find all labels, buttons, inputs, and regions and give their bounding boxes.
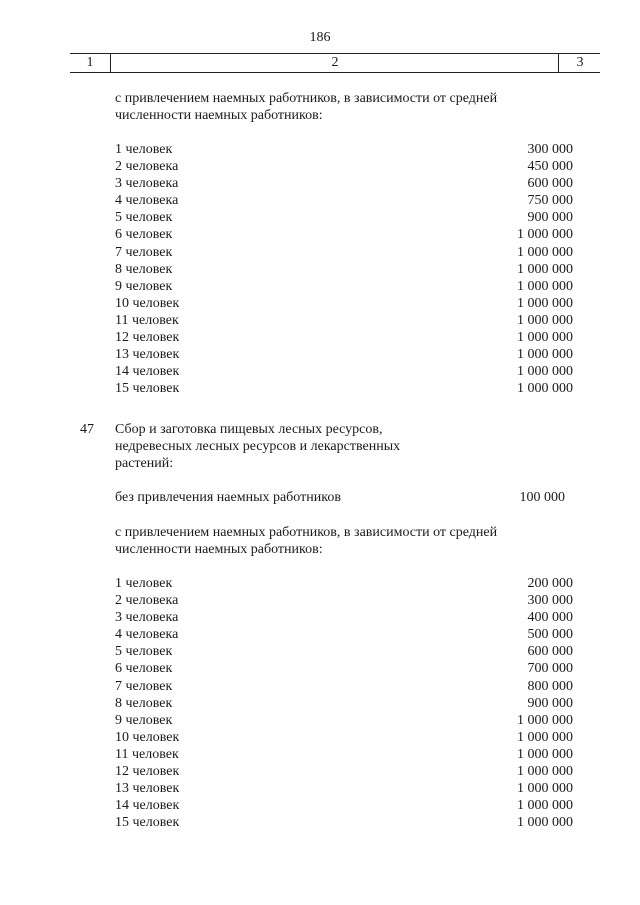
list-item-label: 2 человека <box>115 159 179 175</box>
list-item-label: 1 человек <box>115 142 173 157</box>
list-item <box>115 797 573 814</box>
list-item-value: 1 000 000 <box>517 330 573 346</box>
list-item-value: 1 000 000 <box>517 781 573 797</box>
list-item-value: 1 000 000 <box>517 381 573 397</box>
list-item <box>115 660 573 677</box>
list-item-value: 1 000 000 <box>517 729 573 745</box>
list-item-label: 11 человек <box>115 746 179 762</box>
list-item-label: 11 человек <box>115 312 179 328</box>
list-item <box>115 278 573 295</box>
item-47-without-workers-row <box>115 489 565 506</box>
list-item-label: 6 человек <box>115 227 173 243</box>
list-item-value: 1 000 000 <box>517 764 573 780</box>
list-item <box>115 763 573 780</box>
list-item <box>115 814 573 831</box>
list-item-label: 6 человек <box>115 661 173 677</box>
list-item-value: 1 000 000 <box>517 746 573 762</box>
list-item-value: 1 000 000 <box>517 815 573 831</box>
list-item-label: 15 человек <box>115 815 180 831</box>
item-47-without-workers-value: 100 000 <box>519 490 565 505</box>
list-item-value: 800 000 <box>527 678 573 694</box>
item-47-title: Сбор и заготовка пищевых лесных ресурсов, недревесных лесных ресурсов и лекарственных растений: <box>115 422 401 471</box>
list-item-value: 700 000 <box>527 661 573 677</box>
list-item <box>115 643 573 660</box>
list-item-label: 4 человека <box>115 193 179 209</box>
list-item-label: 7 человек <box>115 678 173 694</box>
list-item-value: 1 000 000 <box>517 798 573 814</box>
list-item-label: 14 человек <box>115 798 180 814</box>
list-item <box>115 380 573 397</box>
item-47-intro: с привлечением наемных работников, в зависимости от средней численности наемных работников: <box>115 525 498 557</box>
list-item <box>115 712 573 729</box>
table-header-col-2: 2 <box>110 54 559 72</box>
list-item-value: 1 000 000 <box>517 712 573 728</box>
list-item <box>115 192 573 209</box>
list-item <box>115 575 573 592</box>
list-item <box>115 592 573 609</box>
list-item-value: 450 000 <box>527 159 573 175</box>
list-item-label: 10 человек <box>115 729 180 745</box>
list-item-value: 500 000 <box>527 627 573 643</box>
list-item-label: 9 человек <box>115 712 173 728</box>
list-item-label: 10 человек <box>115 295 180 311</box>
list-item <box>115 226 573 243</box>
list-item <box>115 695 573 712</box>
list-item-value: 900 000 <box>527 210 573 226</box>
list-item-value: 1 000 000 <box>517 278 573 294</box>
list-item-label: 12 человек <box>115 764 180 780</box>
list-item <box>115 346 573 363</box>
list-item-label: 2 человека <box>115 593 179 609</box>
list-item <box>115 729 573 746</box>
list-item <box>115 261 573 278</box>
list-item-value: 400 000 <box>527 610 573 626</box>
page-number: 186 <box>309 30 331 45</box>
table-header-col-1: 1 <box>86 55 94 70</box>
section-1-intro: с привлечением наемных работников, в зависимости от средней численности наемных работников: <box>115 91 498 123</box>
item-47-list <box>115 575 573 831</box>
item-47-without-workers-label: без привлечения наемных работников <box>115 490 341 505</box>
list-item-value: 1 000 000 <box>517 261 573 277</box>
list-item-value: 900 000 <box>527 695 573 711</box>
list-item <box>115 363 573 380</box>
list-item <box>115 175 573 192</box>
list-item-label: 3 человека <box>115 176 179 192</box>
list-item-value: 1 000 000 <box>517 364 573 380</box>
table-header-col-3: 3 <box>558 54 601 72</box>
list-item-label: 9 человек <box>115 278 173 294</box>
list-item-label: 14 человек <box>115 364 180 380</box>
list-item-value: 1 000 000 <box>517 227 573 243</box>
list-item-label: 1 человек <box>115 576 173 591</box>
list-item <box>115 329 573 346</box>
list-item <box>115 141 573 158</box>
list-item <box>115 209 573 226</box>
list-item-value: 200 000 <box>527 576 573 591</box>
list-item <box>115 746 573 763</box>
item-47-number: 47 <box>80 422 94 437</box>
list-item-value: 750 000 <box>527 193 573 209</box>
list-item <box>115 626 573 643</box>
list-item-label: 3 человека <box>115 610 179 626</box>
list-item <box>115 295 573 312</box>
list-item-label: 7 человек <box>115 244 173 260</box>
list-item-value: 1 000 000 <box>517 244 573 260</box>
list-item <box>115 244 573 261</box>
list-item-label: 8 человек <box>115 261 173 277</box>
list-item <box>115 780 573 797</box>
list-item-label: 8 человек <box>115 695 173 711</box>
list-item-value: 600 000 <box>527 644 573 660</box>
list-item <box>115 609 573 626</box>
list-item-value: 1 000 000 <box>517 347 573 363</box>
list-item-label: 15 человек <box>115 381 180 397</box>
list-item-value: 600 000 <box>527 176 573 192</box>
list-item-label: 13 человек <box>115 781 180 797</box>
list-item-label: 4 человека <box>115 627 179 643</box>
list-item-label: 5 человек <box>115 644 173 660</box>
table-header-row <box>70 53 600 73</box>
list-item-value: 300 000 <box>527 142 573 157</box>
list-item <box>115 158 573 175</box>
list-item-label: 12 человек <box>115 330 180 346</box>
list-item-value: 1 000 000 <box>517 312 573 328</box>
list-item-value: 300 000 <box>527 593 573 609</box>
section-1-list <box>115 141 573 397</box>
list-item <box>115 312 573 329</box>
list-item-label: 5 человек <box>115 210 173 226</box>
list-item <box>115 678 573 695</box>
list-item-label: 13 человек <box>115 347 180 363</box>
list-item-value: 1 000 000 <box>517 295 573 311</box>
